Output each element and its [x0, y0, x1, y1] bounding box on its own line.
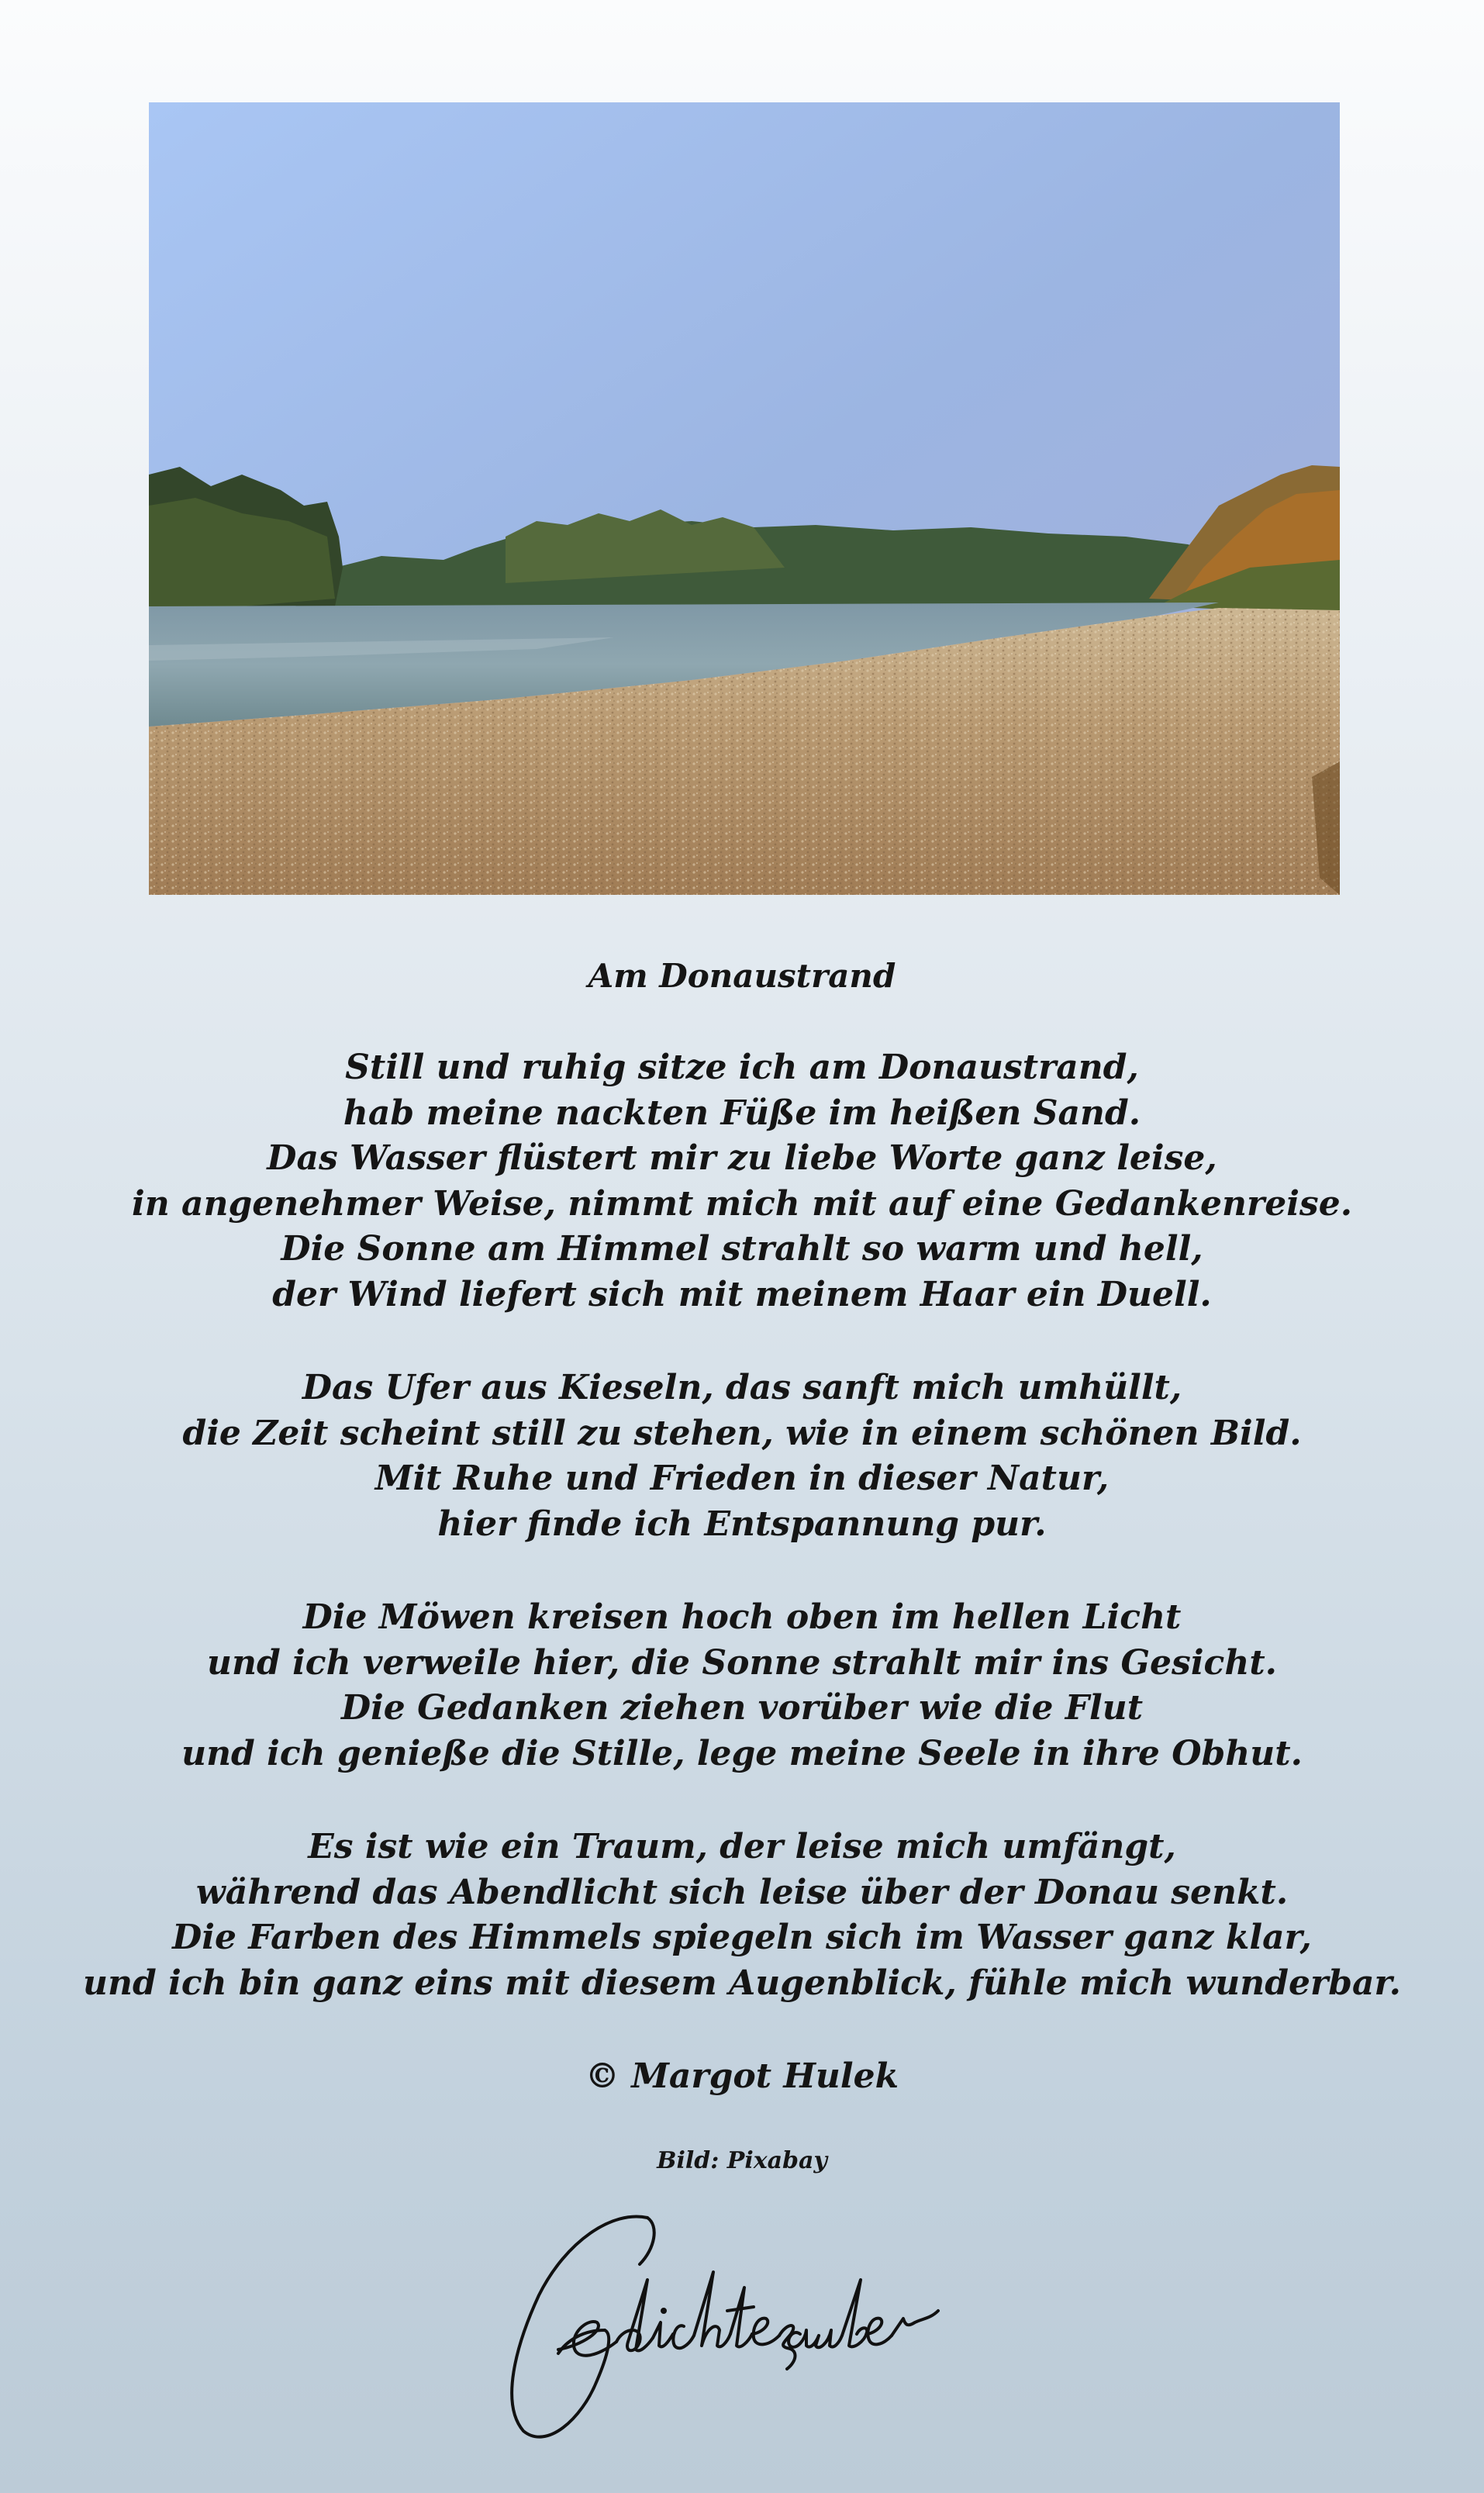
poem-line: Es ist wie ein Traum, der leise mich umfängt,: [308, 1827, 1176, 1866]
river-beach-illustration: [149, 102, 1340, 895]
poem-line: und ich bin ganz eins mit diesem Augenblick, fühle mich wunderbar.: [83, 1963, 1401, 2003]
poem: [0, 954, 1484, 2177]
poem-line: in angenehmer Weise, nimmt mich mit auf eine Gedankenreise.: [131, 1183, 1353, 1224]
copyright-notice: © Margot Hulek: [585, 2056, 899, 2096]
river-beach-photo: [149, 102, 1340, 895]
poem-line: Die Farben des Himmels spiegeln sich im Wasser ganz klar,: [172, 1918, 1312, 1957]
stanza-3: [0, 1595, 1484, 1777]
poem-line: der Wind liefert sich mit meinem Haar ein Duell.: [272, 1274, 1212, 1314]
signature-drawing: [481, 2194, 992, 2450]
poem-line: und ich genieße die Stille, lege meine Seele in ihre Obhut.: [181, 1733, 1303, 1773]
poem-line: Mit Ruhe und Frieden in dieser Natur,: [374, 1459, 1110, 1498]
image-credit: Bild: Pixabay: [657, 2147, 827, 2174]
poem-line: und ich verweile hier, die Sonne strahlt mir ins Gesicht.: [207, 1642, 1277, 1683]
stanza-4: [0, 1825, 1484, 2006]
poem-line: Die Möwen kreisen hoch oben im hellen Licht: [302, 1597, 1182, 1637]
poem-line: Die Sonne am Himmel strahlt so warm und hell,: [281, 1229, 1203, 1269]
poem-line: Still und ruhig sitze ich am Donaustrand,: [345, 1048, 1139, 1087]
poem-line: Das Ufer aus Kieseln, das sanft mich umhüllt,: [302, 1368, 1182, 1407]
stanza-2: [0, 1366, 1484, 1547]
poem-title: Am Donaustrand: [588, 957, 896, 995]
poem-line: hab meine nackten Füße im heißen Sand.: [343, 1093, 1141, 1133]
poem-line: hier finde ich Entspannung pur.: [437, 1504, 1047, 1544]
stanza-1: [0, 1045, 1484, 1317]
poem-line: die Zeit scheint still zu stehen, wie in einem schönen Bild.: [182, 1413, 1302, 1453]
gedichtezauber-signature-logo: [481, 2194, 992, 2450]
poem-line: während das Abendlicht sich leise über der Donau senkt.: [195, 1872, 1289, 1912]
poem-line: Das Wasser flüstert mir zu liebe Worte ganz leise,: [267, 1138, 1217, 1178]
poem-line: Die Gedanken ziehen vorüber wie die Flut: [340, 1688, 1144, 1728]
